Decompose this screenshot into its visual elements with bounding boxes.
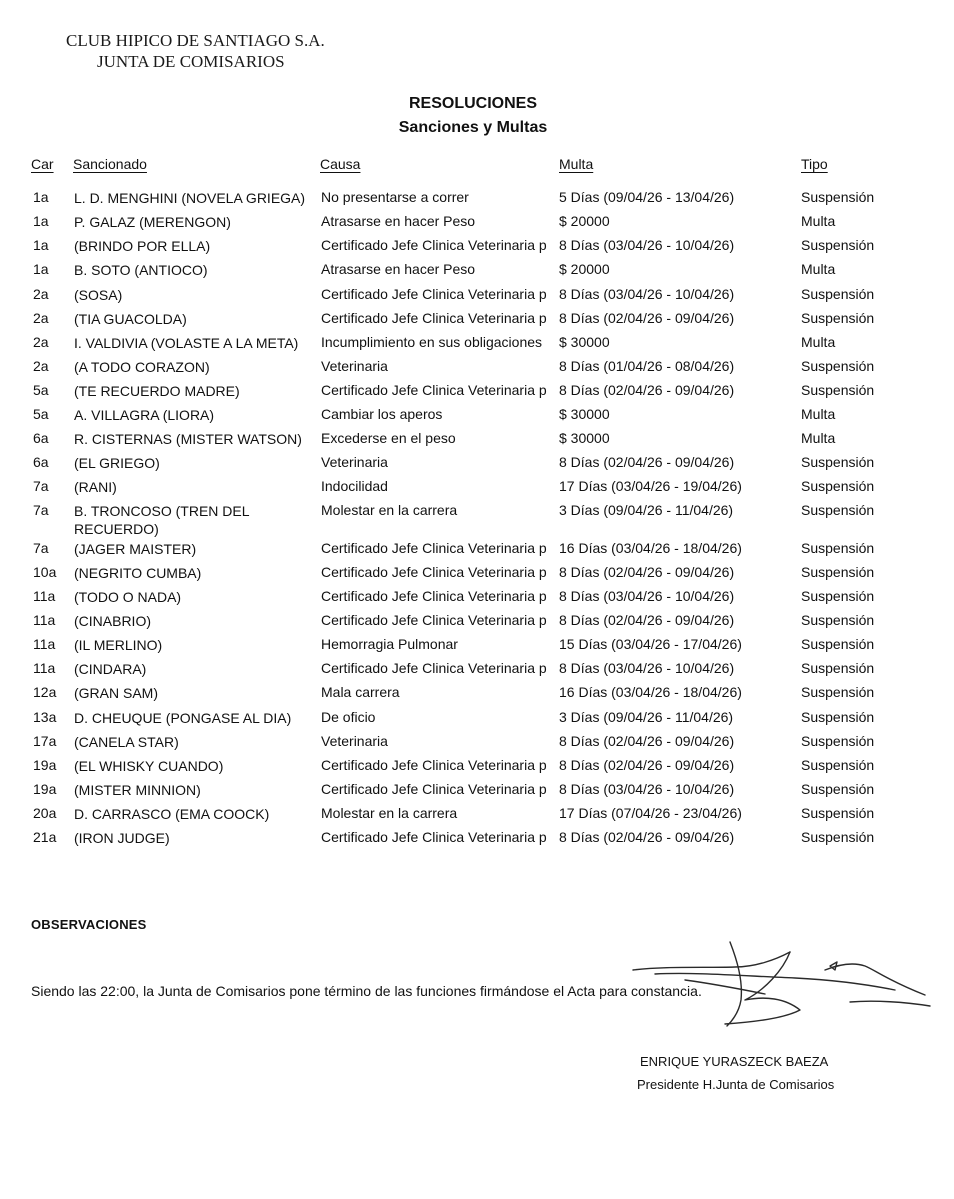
row-tipo: Multa [801,406,836,422]
row-multa: $ 20000 [559,261,610,277]
row-multa: 8 Días (03/04/26 - 10/04/26) [559,286,735,302]
row-multa: 8 Días (03/04/26 - 10/04/26) [559,588,735,604]
row-sancionado: (GRAN SAM) [74,685,158,701]
row-causa: Certificado Jefe Clinica Veterinaria p [321,564,547,580]
row-car: 2a [33,358,49,374]
row-car: 20a [33,805,57,821]
row-tipo: Suspensión [801,829,875,845]
row-car: 11a [33,612,56,628]
row-car: 5a [33,382,49,398]
row-car: 11a [33,660,56,676]
table-row [0,588,954,612]
row-multa: 8 Días (02/04/26 - 09/04/26) [559,757,735,773]
row-tipo: Suspensión [801,805,875,821]
row-causa: Certificado Jefe Clinica Veterinaria p [321,382,547,398]
row-sancionado: B. TRONCOSO (TREN DEL RECUERDO) [74,503,250,537]
row-sancionado: D. CARRASCO (EMA COOCK) [74,806,270,822]
row-multa: 8 Días (02/04/26 - 09/04/26) [559,310,735,326]
row-tipo: Suspensión [801,636,875,652]
org-department: JUNTA DE COMISARIOS [97,52,285,71]
row-car: 12a [33,684,57,700]
row-causa: No presentarse a correr [321,189,469,205]
row-car: 6a [33,430,49,446]
row-multa: $ 30000 [559,430,610,446]
row-sancionado: L. D. MENGHINI (NOVELA GRIEGA) [74,190,306,206]
row-tipo: Suspensión [801,564,875,580]
table-row [0,237,954,261]
table-row [0,805,954,829]
row-multa: 8 Días (02/04/26 - 09/04/26) [559,454,735,470]
table-row [0,406,954,430]
row-multa: 16 Días (03/04/26 - 18/04/26) [559,684,742,700]
table-row [0,454,954,478]
row-sancionado: P. GALAZ (MERENGON) [74,214,231,230]
row-tipo: Suspensión [801,358,875,374]
table-row [0,213,954,237]
row-multa: $ 30000 [559,406,610,422]
row-multa: 8 Días (02/04/26 - 09/04/26) [559,564,735,580]
column-header-car: Car [31,156,54,172]
row-multa: 15 Días (03/04/26 - 17/04/26) [559,636,742,652]
row-multa: 16 Días (03/04/26 - 18/04/26) [559,540,742,556]
org-name: CLUB HIPICO DE SANTIAGO S.A. [66,31,325,50]
row-causa: Certificado Jefe Clinica Veterinaria p [321,781,547,797]
row-multa: $ 30000 [559,334,610,350]
row-multa: 3 Días (09/04/26 - 11/04/26) [559,502,734,518]
row-sancionado: I. VALDIVIA (VOLASTE A LA META) [74,335,299,351]
table-row [0,829,954,853]
row-tipo: Multa [801,430,836,446]
table-row [0,636,954,660]
row-causa: Certificado Jefe Clinica Veterinaria p [321,829,547,845]
row-sancionado: (A TODO CORAZON) [74,359,210,375]
row-sancionado: (JAGER MAISTER) [74,541,197,557]
table-row [0,709,954,733]
observaciones-heading: OBSERVACIONES [31,917,147,932]
letterhead [66,30,325,72]
table-row [0,612,954,636]
row-causa: Certificado Jefe Clinica Veterinaria p [321,757,547,773]
column-header-sancionado: Sancionado [73,156,147,172]
row-multa: 3 Días (09/04/26 - 11/04/26) [559,709,734,725]
row-tipo: Suspensión [801,502,875,518]
row-causa: Molestar en la carrera [321,502,458,518]
table-row [0,334,954,358]
column-header-tipo: Tipo [801,156,828,172]
table-row [0,757,954,781]
row-tipo: Suspensión [801,781,875,797]
table-row [0,684,954,708]
table-row [0,660,954,684]
row-multa: 8 Días (01/04/26 - 08/04/26) [559,358,735,374]
row-car: 1a [33,189,49,205]
table-row [0,286,954,310]
row-sancionado: (TE RECUERDO MADRE) [74,383,240,399]
row-tipo: Multa [801,213,836,229]
row-causa: Certificado Jefe Clinica Veterinaria p [321,540,547,556]
row-sancionado: (IL MERLINO) [74,637,163,653]
row-sancionado: (CINDARA) [74,661,147,677]
table-row [0,478,954,502]
row-tipo: Suspensión [801,684,875,700]
column-header-multa: Multa [559,156,594,172]
row-causa: Mala carrera [321,684,400,700]
row-car: 2a [33,310,49,326]
row-car: 10a [33,564,57,580]
row-tipo: Suspensión [801,189,875,205]
row-causa: Certificado Jefe Clinica Veterinaria p [321,237,547,253]
row-tipo: Suspensión [801,478,875,494]
row-sancionado: (BRINDO POR ELLA) [74,238,211,254]
row-multa: 8 Días (03/04/26 - 10/04/26) [559,660,735,676]
row-car: 1a [33,237,49,253]
table-row [0,382,954,406]
row-sancionado: (TODO O NADA) [74,589,182,605]
column-header-causa: Causa [320,156,361,172]
row-car: 17a [33,733,57,749]
row-tipo: Suspensión [801,709,875,725]
row-tipo: Suspensión [801,310,875,326]
row-tipo: Suspensión [801,454,875,470]
row-tipo: Suspensión [801,588,875,604]
row-tipo: Suspensión [801,612,875,628]
row-car: 19a [33,757,57,773]
closing-statement: Siendo las 22:00, la Junta de Comisarios pone término de las funciones firmándose el Acta para constancia. [31,983,702,999]
row-car: 13a [33,709,57,725]
row-causa: Veterinaria [321,733,388,749]
row-causa: Certificado Jefe Clinica Veterinaria p [321,588,547,604]
row-causa: Atrasarse en hacer Peso [321,261,476,277]
row-sancionado: (EL GRIEGO) [74,455,160,471]
table-row [0,261,954,285]
table-row [0,564,954,588]
table-row [0,502,954,537]
table-row [0,733,954,757]
row-sancionado: B. SOTO (ANTIOCO) [74,262,208,278]
row-sancionado: (RANI) [74,479,117,495]
row-multa: 17 Días (07/04/26 - 23/04/26) [559,805,742,821]
row-car: 2a [33,286,49,302]
row-multa: 8 Días (03/04/26 - 10/04/26) [559,781,735,797]
row-causa: Hemorragia Pulmonar [321,636,458,652]
row-car: 7a [33,502,49,518]
row-car: 19a [33,781,57,797]
row-causa: Certificado Jefe Clinica Veterinaria p [321,286,547,302]
row-car: 5a [33,406,49,422]
table-row [0,189,954,213]
row-causa: Excederse en el peso [321,430,456,446]
handwritten-signature [625,940,954,1030]
row-tipo: Suspensión [801,286,875,302]
row-car: 1a [33,213,49,229]
row-tipo: Suspensión [801,660,875,676]
row-tipo: Suspensión [801,757,875,773]
row-car: 1a [33,261,49,277]
row-sancionado: (EL WHISKY CUANDO) [74,758,224,774]
row-tipo: Suspensión [801,237,875,253]
row-tipo: Suspensión [801,540,875,556]
row-causa: Indocilidad [321,478,388,494]
row-sancionado: (IRON JUDGE) [74,830,170,846]
signatory-role: Presidente H.Junta de Comisarios [637,1077,835,1092]
row-multa: 8 Días (02/04/26 - 09/04/26) [559,382,735,398]
row-causa: Incumplimiento en sus obligaciones [321,334,543,350]
row-causa: Veterinaria [321,358,388,374]
row-sancionado: (TIA GUACOLDA) [74,311,187,327]
row-causa: De oficio [321,709,376,725]
row-sancionado: (SOSA) [74,287,123,303]
row-sancionado: R. CISTERNAS (MISTER WATSON) [74,431,302,447]
row-car: 7a [33,478,49,494]
row-multa: $ 20000 [559,213,610,229]
row-sancionado: (CANELA STAR) [74,734,179,750]
row-sancionado: D. CHEUQUE (PONGASE AL DIA) [74,710,292,726]
row-multa: 8 Días (02/04/26 - 09/04/26) [559,733,735,749]
row-causa: Cambiar los aperos [321,406,443,422]
row-multa: 8 Días (03/04/26 - 10/04/26) [559,237,735,253]
row-sancionado: A. VILLAGRA (LIORA) [74,407,215,423]
row-sancionado: (NEGRITO CUMBA) [74,565,202,581]
table-row [0,540,954,564]
row-sancionado: (CINABRIO) [74,613,151,629]
row-car: 7a [33,540,49,556]
row-tipo: Suspensión [801,382,875,398]
row-causa: Certificado Jefe Clinica Veterinaria p [321,660,547,676]
page-subtitle: Sanciones y Multas [398,119,548,136]
page-title: RESOLUCIONES [408,95,537,112]
row-tipo: Suspensión [801,733,875,749]
table-row [0,430,954,454]
row-multa: 8 Días (02/04/26 - 09/04/26) [559,829,735,845]
table-row [0,358,954,382]
row-causa: Atrasarse en hacer Peso [321,213,476,229]
row-causa: Certificado Jefe Clinica Veterinaria p [321,612,547,628]
row-car: 6a [33,454,49,470]
row-multa: 8 Días (02/04/26 - 09/04/26) [559,612,735,628]
signatory-name: ENRIQUE YURASZECK BAEZA [640,1054,829,1069]
row-car: 11a [33,588,56,604]
table-row [0,781,954,805]
row-causa: Molestar en la carrera [321,805,458,821]
row-tipo: Multa [801,334,836,350]
row-multa: 17 Días (03/04/26 - 19/04/26) [559,478,742,494]
row-car: 2a [33,334,49,350]
row-multa: 5 Días (09/04/26 - 13/04/26) [559,189,735,205]
row-sancionado: (MISTER MINNION) [74,782,201,798]
row-causa: Veterinaria [321,454,388,470]
row-car: 11a [33,636,56,652]
table-row [0,310,954,334]
row-causa: Certificado Jefe Clinica Veterinaria p [321,310,547,326]
row-car: 21a [33,829,57,845]
row-tipo: Multa [801,261,836,277]
